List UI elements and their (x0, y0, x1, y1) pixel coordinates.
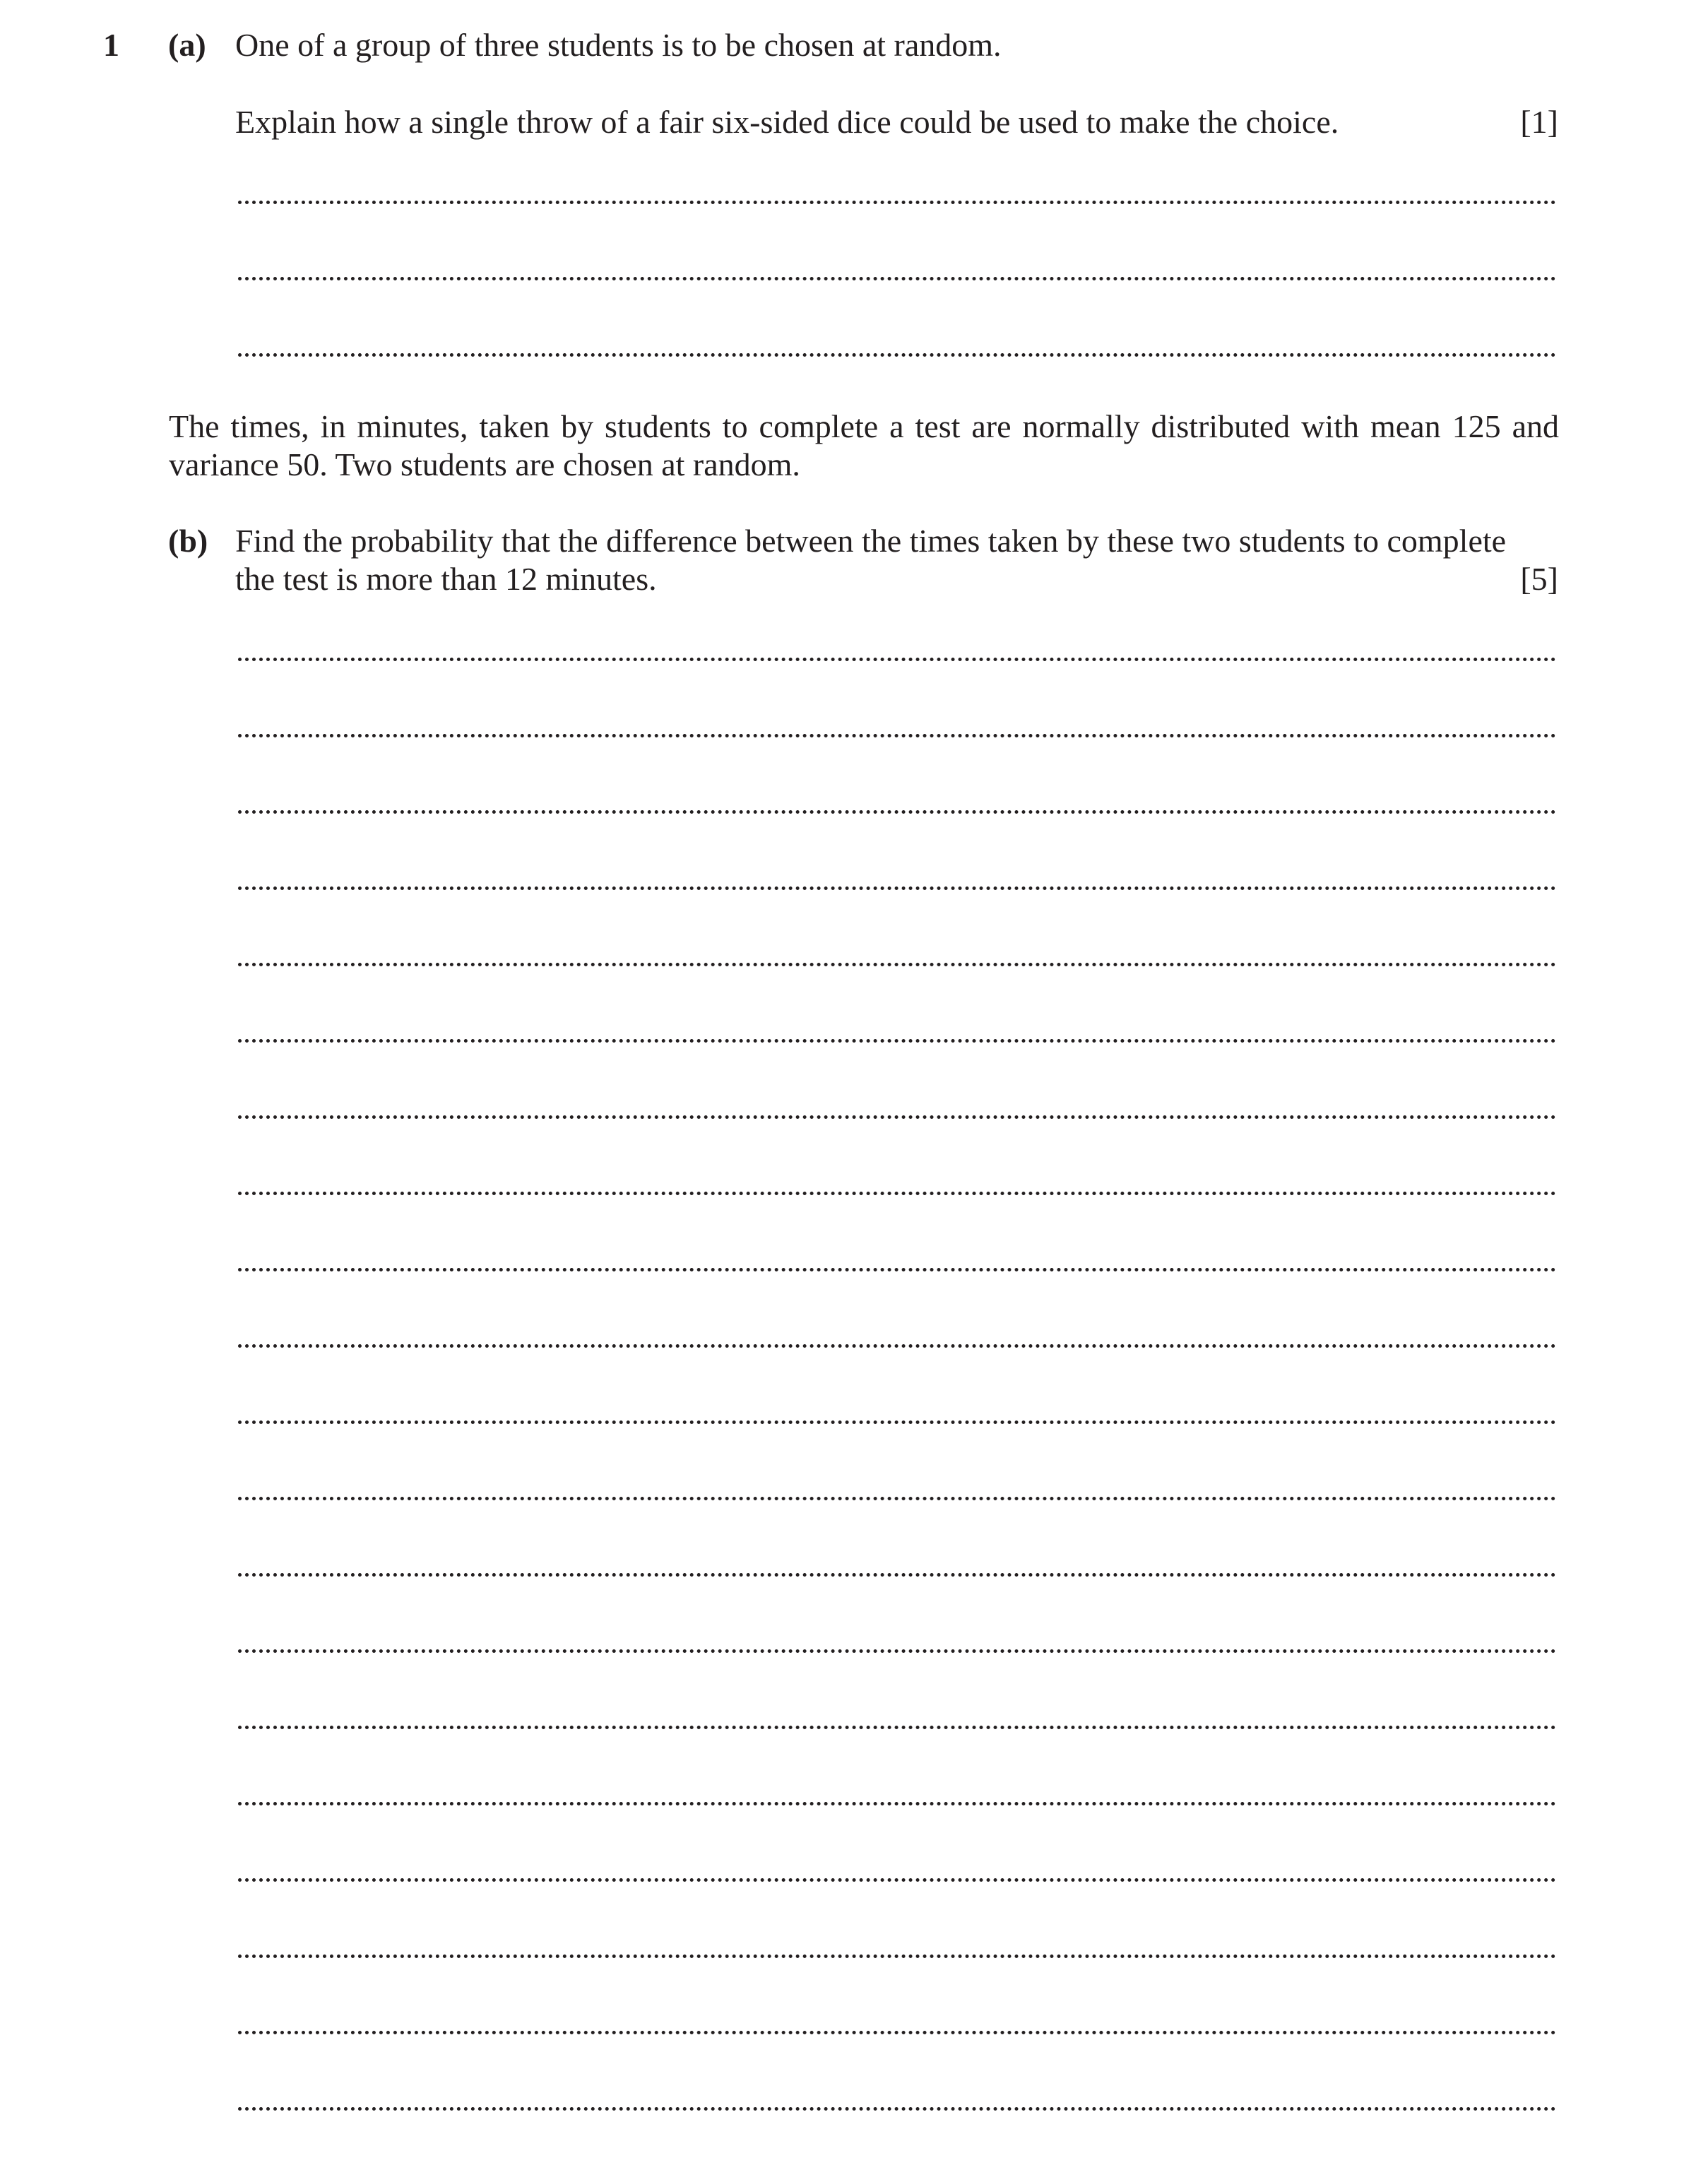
part-b-label: (b) (168, 523, 208, 559)
answer-line[interactable] (238, 733, 1556, 737)
answer-line[interactable] (238, 1496, 1556, 1500)
answer-line[interactable] (238, 1267, 1556, 1271)
answer-line[interactable] (238, 1344, 1556, 1348)
part-b-marks: [5] (1520, 561, 1558, 597)
question-number: 1 (103, 27, 119, 63)
answer-line[interactable] (238, 1801, 1556, 1805)
question-stem: The times, in minutes, taken by students to complete a test are normally distributed with mean 125 and variance 50. Two students are chosen at random. (169, 408, 1559, 482)
answer-line[interactable] (238, 1954, 1556, 1958)
answer-line[interactable] (238, 657, 1556, 661)
part-a-instruction-text: Explain how a single throw of a fair six-sided dice could be used to make the choice. (235, 104, 1339, 140)
answer-line[interactable] (238, 276, 1556, 280)
answer-line[interactable] (238, 1878, 1556, 1882)
part-b-question-line2: the test is more than 12 minutes. (235, 561, 657, 597)
answer-line[interactable] (238, 200, 1556, 204)
part-b-question-line1: Find the probability that the difference between the times taken by these two students to complete (235, 523, 1507, 559)
answer-line[interactable] (238, 1038, 1556, 1043)
answer-line[interactable] (238, 2030, 1556, 2034)
answer-line[interactable] (238, 962, 1556, 966)
part-b-answer-area[interactable] (238, 657, 1556, 2111)
answer-line[interactable] (238, 1420, 1556, 1424)
part-a-marks: [1] (1520, 104, 1558, 140)
answer-line[interactable] (238, 1115, 1556, 1119)
answer-line[interactable] (238, 809, 1556, 814)
part-a-question-text: One of a group of three students is to be chosen at random. (235, 27, 1002, 63)
answer-line[interactable] (238, 352, 1556, 357)
answer-line[interactable] (238, 1572, 1556, 1577)
part-a-answer-area[interactable] (238, 200, 1556, 357)
answer-line[interactable] (238, 1725, 1556, 1729)
answer-line[interactable] (238, 2106, 1556, 2111)
answer-line[interactable] (238, 1191, 1556, 1195)
answer-line[interactable] (238, 886, 1556, 890)
answer-line[interactable] (238, 1649, 1556, 1653)
part-a-label: (a) (168, 27, 206, 63)
